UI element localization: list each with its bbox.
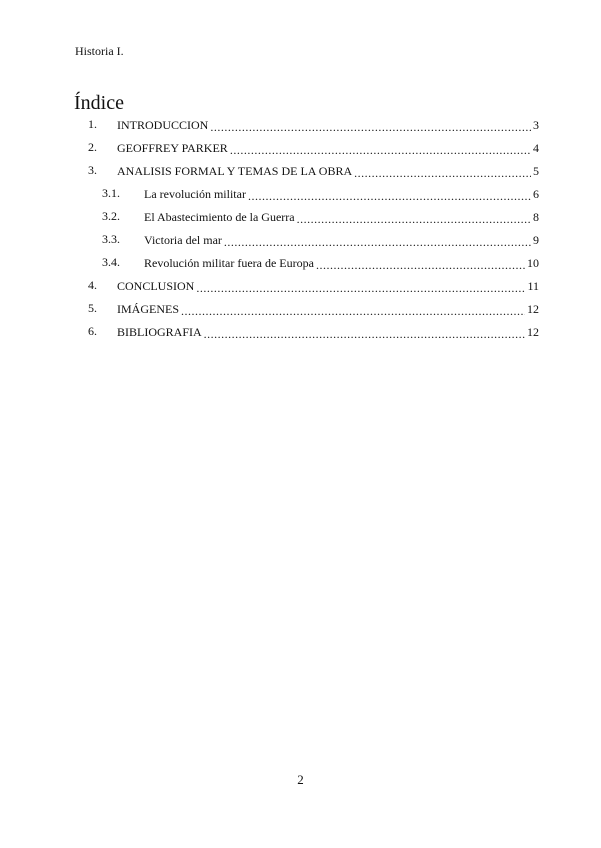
- toc-entry[interactable]: [88, 140, 539, 156]
- toc-leader-dots: [248, 190, 531, 202]
- toc-entry-number: 3.3.: [102, 232, 120, 246]
- toc-leader-dots: [354, 167, 531, 179]
- toc-leader-dots: [196, 282, 525, 294]
- toc-entry-label: INTRODUCCION: [117, 118, 209, 132]
- toc-entry-label: La revolución militar: [144, 187, 246, 201]
- toc-entry-label: Revolución militar fuera de Europa: [144, 256, 314, 270]
- toc-entry-number: 4.: [88, 278, 97, 292]
- toc-entry-label: CONCLUSION: [117, 279, 195, 293]
- toc-leader-dots: [297, 213, 531, 225]
- toc-leader-dots: [230, 144, 531, 156]
- toc-entry-page: 4: [533, 141, 539, 155]
- toc-entry[interactable]: [102, 232, 539, 248]
- toc-entry[interactable]: [102, 186, 539, 202]
- toc-entry-page: 11: [527, 279, 539, 293]
- toc-leader-dots: [316, 259, 525, 271]
- toc-entry[interactable]: [88, 324, 539, 340]
- page-number: 2: [297, 772, 304, 787]
- toc-entry-page: 12: [527, 325, 539, 339]
- toc-leader-dots: [204, 328, 525, 340]
- toc-entry[interactable]: [88, 278, 539, 294]
- toc-leader-dots: [181, 305, 525, 317]
- toc-entry-label: BIBLIOGRAFIA: [117, 325, 202, 339]
- toc-entry[interactable]: [102, 209, 539, 225]
- toc-entry-label: Victoria del mar: [144, 233, 222, 247]
- toc-entry-page: 6: [533, 187, 539, 201]
- toc-entry-number: 6.: [88, 324, 97, 338]
- toc-entry-number: 3.1.: [102, 186, 120, 200]
- toc-entry-page: 12: [527, 302, 539, 316]
- toc-entry-page: 3: [533, 118, 539, 132]
- toc-entry-number: 1.: [88, 117, 97, 131]
- toc-entry-label: ANALISIS FORMAL Y TEMAS DE LA OBRA: [117, 164, 353, 178]
- toc-entry[interactable]: [88, 163, 539, 179]
- toc-entry-label: GEOFFREY PARKER: [117, 141, 228, 155]
- toc-leader-dots: [210, 121, 531, 133]
- toc-entry-label: IMÁGENES: [117, 302, 179, 316]
- toc-entry-label: El Abastecimiento de la Guerra: [144, 210, 295, 224]
- toc-entry-number: 3.2.: [102, 209, 120, 223]
- toc-leader-dots: [224, 236, 531, 248]
- toc-entry-page: 10: [527, 256, 539, 270]
- toc-title: Índice: [74, 92, 124, 114]
- toc-entry-number: 3.: [88, 163, 97, 177]
- toc-entry-number: 2.: [88, 140, 97, 154]
- toc-entry-number: 3.4.: [102, 255, 120, 269]
- toc-entry-page: 9: [533, 233, 539, 247]
- toc-entry[interactable]: [88, 301, 539, 317]
- toc-entry-page: 8: [533, 210, 539, 224]
- running-header: Historia I.: [75, 44, 124, 58]
- toc-entry[interactable]: [88, 117, 539, 133]
- toc-entry-number: 5.: [88, 301, 97, 315]
- toc-entry[interactable]: [102, 255, 539, 271]
- toc-entry-page: 5: [533, 164, 539, 178]
